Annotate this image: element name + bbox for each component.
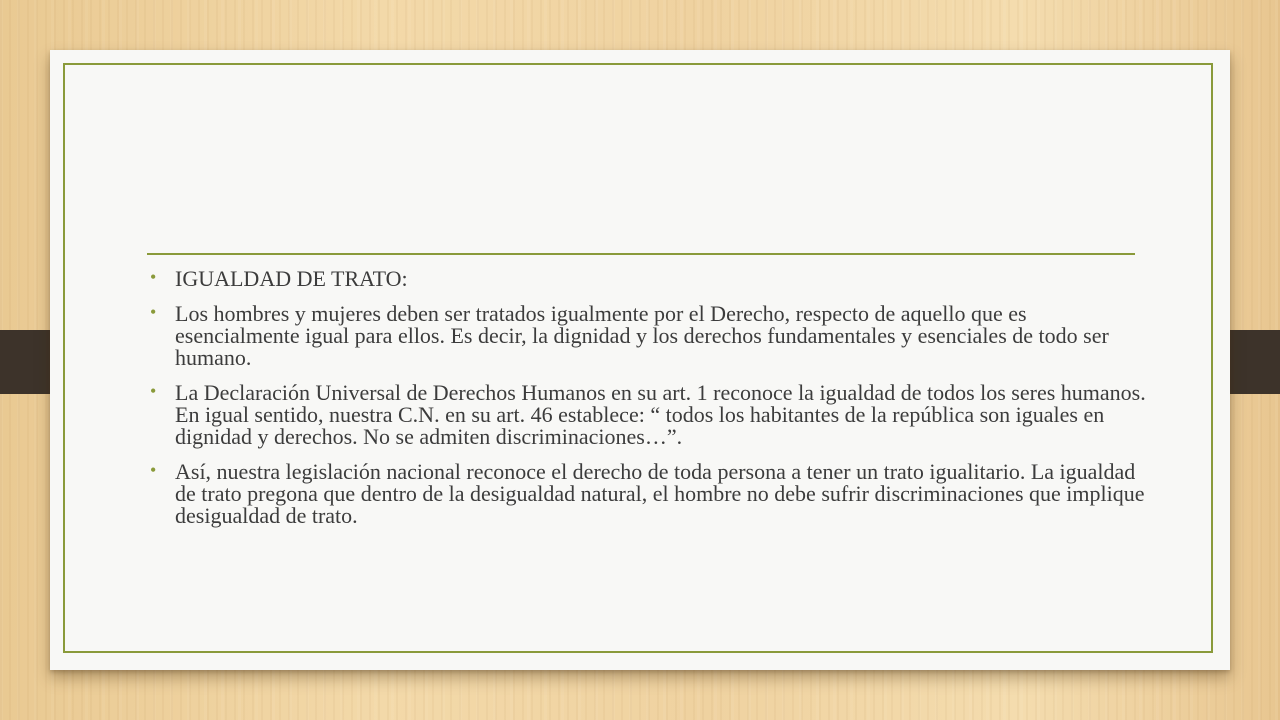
bullet-icon: •	[150, 267, 157, 287]
bullet-text: Los hombres y mujeres deben ser tratados igualmente por el Derecho, respecto de aquello que es esencialmente igual para ellos. Es decir, la dignidad y los derechos fundamentales y esenciales de todo ser humano.	[175, 301, 1109, 370]
bullet-icon: •	[150, 460, 157, 480]
bullet-text: La Declaración Universal de Derechos Humanos en su art. 1 reconoce la igualdad de todos los seres humanos. En igual sentido, nuestra C.N. en su art. 46 establece: “ todos los habitantes de la república son iguales en dignidad y derechos. No se admiten discriminaciones…”.	[175, 380, 1146, 449]
bullet-icon: •	[150, 381, 157, 401]
bullet-item-heading	[150, 266, 1150, 291]
bullet-text: IGUALDAD DE TRATO:	[175, 266, 408, 291]
bullet-text: Así, nuestra legislación nacional reconoce el derecho de toda persona a tener un trato igualitario. La igualdad de trato pregona que dentro de la desigualdad natural, el hombre no debe sufrir discriminaciones que implique desigualdad de trato.	[175, 459, 1145, 528]
bullet-item-equal-treatment	[150, 301, 1150, 370]
title-divider-line	[147, 253, 1135, 255]
bullet-item-national-legislation	[150, 459, 1150, 528]
bullet-icon: •	[150, 302, 157, 322]
slide-paper	[50, 50, 1230, 670]
bullet-item-universal-declaration	[150, 380, 1150, 449]
bullet-list	[150, 266, 1150, 540]
